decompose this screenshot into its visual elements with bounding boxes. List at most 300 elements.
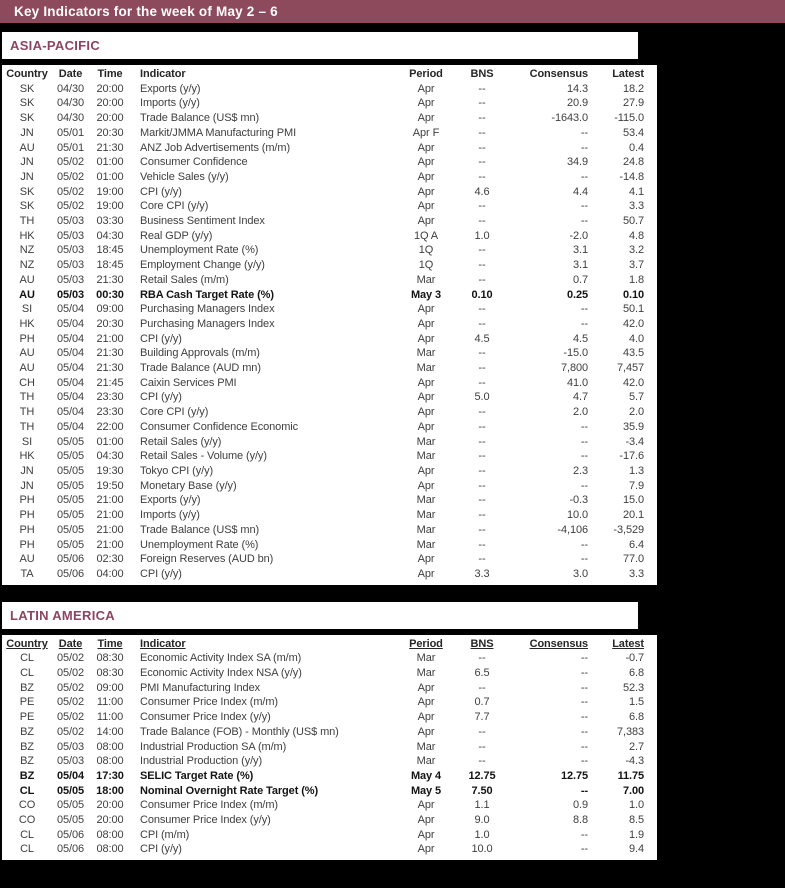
cell-consensus: -- (580, 553, 588, 566)
cell-latest: 53.4 (622, 126, 644, 139)
cell-latest: 4.0 (629, 332, 644, 345)
cell-country: PH (19, 332, 35, 345)
cell-consensus: 0.7 (573, 273, 588, 286)
cell-consensus: 3.0 (573, 567, 588, 580)
table-row (2, 740, 657, 755)
cell-date: 05/06 (56, 567, 85, 580)
cell-period: Mar (416, 652, 436, 665)
cell-bns: 4.5 (474, 332, 490, 345)
table-row (2, 813, 657, 828)
cell-time: 08:00 (96, 828, 124, 841)
cell-period: Apr (417, 376, 435, 389)
cell-time: 09:00 (96, 681, 124, 694)
cell-bns: -- (478, 141, 486, 154)
cell-consensus: -- (580, 538, 588, 551)
table-row (2, 828, 657, 843)
cell-time: 09:00 (96, 303, 124, 316)
cell-consensus: 2.3 (573, 464, 588, 477)
cell-latest: 3.2 (629, 244, 644, 257)
cell-country: JN (20, 126, 34, 139)
cell-country: SI (21, 435, 33, 448)
column-header-period: Period (409, 637, 443, 650)
cell-period: Apr (417, 97, 435, 110)
cell-time: 01:00 (96, 435, 124, 448)
cell-date: 05/05 (56, 523, 85, 536)
cell-period: Mar (416, 494, 436, 507)
cell-indicator: Imports (y/y) (140, 97, 200, 110)
cell-latest: -3,529 (613, 523, 644, 536)
cell-time: 20:30 (96, 317, 124, 330)
cell-latest: 77.0 (622, 553, 644, 566)
cell-bns: -- (478, 553, 486, 566)
table-row (2, 96, 657, 111)
cell-country: CO (18, 814, 36, 827)
cell-date: 05/04 (56, 420, 85, 433)
cell-country: BZ (19, 769, 35, 782)
table-row (2, 695, 657, 710)
cell-country: AU (19, 141, 35, 154)
cell-country: TH (19, 215, 35, 228)
cell-country: SK (19, 97, 35, 110)
cell-country: HK (19, 450, 35, 463)
cell-date: 05/05 (56, 464, 85, 477)
cell-consensus: -- (580, 170, 588, 183)
cell-consensus: -4,106 (557, 523, 588, 536)
cell-date: 04/30 (56, 82, 85, 95)
cell-consensus: -- (580, 696, 588, 709)
cell-consensus: -- (580, 784, 588, 797)
cell-latest: 6.8 (629, 711, 644, 724)
cell-date: 04/30 (56, 97, 85, 110)
cell-country: JN (20, 464, 34, 477)
cell-period: Apr (417, 711, 435, 724)
cell-bns: -- (478, 740, 486, 753)
cell-time: 08:00 (96, 740, 124, 753)
cell-indicator: SELIC Target Rate (%) (140, 769, 254, 782)
cell-period: Mar (416, 450, 436, 463)
cell-period: Mar (416, 435, 436, 448)
cell-time: 11:00 (96, 711, 124, 724)
cell-time: 21:30 (96, 362, 124, 375)
cell-date: 05/03 (56, 229, 85, 242)
column-header-consensus: Consensus (529, 68, 588, 80)
column-header-country: Country (6, 68, 48, 80)
cell-time: 21:00 (96, 494, 124, 507)
cell-date: 05/05 (56, 479, 85, 492)
cell-date: 05/04 (56, 376, 85, 389)
column-header-bns: BNS (470, 637, 494, 650)
cell-date: 05/02 (56, 185, 85, 198)
cell-date: 05/03 (56, 288, 85, 301)
cell-bns: -- (478, 82, 486, 95)
cell-time: 19:50 (96, 479, 124, 492)
cell-latest: 7.00 (622, 784, 644, 797)
cell-indicator: CPI (m/m) (140, 828, 190, 841)
cell-period: Mar (416, 362, 436, 375)
table-row (2, 258, 657, 273)
cell-indicator: Trade Balance (FOB) - Monthly (US$ mn) (140, 725, 339, 738)
table-row (2, 725, 657, 740)
cell-period: Mar (416, 755, 436, 768)
cell-indicator: Business Sentiment Index (140, 215, 265, 228)
cell-latest: 50.1 (622, 303, 644, 316)
cell-country: BZ (20, 681, 34, 694)
cell-time: 03:30 (96, 215, 124, 228)
cell-date: 05/05 (56, 450, 85, 463)
cell-country: CO (18, 799, 36, 812)
cell-latest: 4.1 (629, 185, 644, 198)
table-row (2, 784, 657, 799)
cell-bns: -- (478, 464, 486, 477)
latin-america-table-box (2, 635, 657, 861)
cell-country: PE (19, 696, 35, 709)
cell-time: 02:30 (96, 553, 124, 566)
cell-bns: -- (478, 435, 486, 448)
cell-period: Apr (417, 828, 435, 841)
table-row (2, 361, 657, 376)
cell-consensus: -- (580, 681, 588, 694)
cell-indicator: Trade Balance (US$ mn) (140, 523, 260, 536)
cell-date: 05/04 (56, 332, 85, 345)
cell-period: Mar (416, 347, 436, 360)
cell-time: 04:30 (96, 450, 124, 463)
cell-time: 21:30 (96, 347, 124, 360)
cell-consensus: -- (580, 828, 588, 841)
table-row (2, 449, 657, 464)
cell-indicator: CPI (y/y) (140, 567, 182, 580)
section-header-asia-pacific (2, 32, 638, 59)
cell-indicator: Tokyo CPI (y/y) (140, 464, 214, 477)
cell-country: BZ (20, 755, 34, 768)
table-row (2, 405, 657, 420)
table-row (2, 435, 657, 450)
cell-bns: -- (478, 681, 486, 694)
cell-indicator: Unemployment Rate (%) (140, 244, 259, 257)
cell-time: 20:00 (96, 799, 124, 812)
cell-bns: -- (478, 523, 486, 536)
cell-indicator: RBA Cash Target Rate (%) (140, 288, 274, 301)
cell-consensus: 12.75 (560, 769, 588, 782)
column-header-period: Period (409, 68, 443, 80)
cell-time: 08:30 (96, 667, 124, 680)
cell-time: 22:00 (96, 420, 124, 433)
asia-pacific-table-box (2, 65, 657, 585)
cell-bns: -- (478, 347, 486, 360)
cell-latest: 9.4 (629, 843, 644, 856)
table-row (2, 214, 657, 229)
table-row (2, 420, 657, 435)
cell-latest: 0.10 (622, 288, 644, 301)
cell-bns: -- (478, 112, 486, 125)
cell-date: 05/04 (56, 769, 85, 782)
cell-consensus: -- (580, 740, 588, 753)
table-row (2, 243, 657, 258)
cell-country: PH (19, 509, 35, 522)
cell-latest: -3.4 (625, 435, 644, 448)
cell-date: 05/03 (56, 740, 85, 753)
cell-time: 19:00 (96, 200, 124, 213)
cell-period: May 4 (410, 769, 442, 782)
cell-country: PH (19, 538, 35, 551)
cell-latest: 1.5 (629, 696, 644, 709)
cell-date: 05/03 (56, 259, 85, 272)
table-row (2, 842, 657, 857)
cell-country: BZ (20, 725, 34, 738)
cell-indicator: Monetary Base (y/y) (140, 479, 237, 492)
cell-period: Apr (417, 479, 435, 492)
cell-consensus: 4.4 (573, 185, 588, 198)
cell-date: 05/02 (56, 170, 85, 183)
cell-time: 21:00 (96, 538, 124, 551)
table-row (2, 479, 657, 494)
cell-time: 21:00 (96, 523, 124, 536)
table-row (2, 199, 657, 214)
cell-bns: -- (478, 97, 486, 110)
cell-consensus: -- (580, 479, 588, 492)
cell-latest: 3.3 (629, 200, 644, 213)
cell-bns: -- (478, 244, 486, 257)
column-header-date: Date (58, 637, 83, 650)
cell-time: 23:30 (96, 406, 124, 419)
cell-bns: 9.0 (474, 814, 490, 827)
cell-period: Mar (416, 523, 436, 536)
table-row (2, 302, 657, 317)
table-row (2, 155, 657, 170)
cell-time: 01:00 (96, 170, 124, 183)
cell-date: 05/05 (56, 494, 85, 507)
cell-indicator: CPI (y/y) (140, 332, 182, 345)
column-header-country: Country (6, 637, 48, 650)
cell-period: Apr (417, 406, 435, 419)
cell-consensus: 4.5 (573, 332, 588, 345)
cell-period: Apr (417, 185, 435, 198)
cell-date: 05/03 (56, 215, 85, 228)
cell-indicator: Imports (y/y) (140, 509, 200, 522)
cell-bns: 1.1 (474, 799, 490, 812)
cell-indicator: Markit/JMMA Manufacturing PMI (140, 126, 297, 139)
cell-period: Apr (417, 799, 435, 812)
cell-consensus: 3.1 (573, 259, 588, 272)
cell-latest: 18.2 (622, 82, 644, 95)
cell-time: 11:00 (96, 696, 124, 709)
cell-latest: 15.0 (622, 494, 644, 507)
report-title: Key Indicators for the week of May 2 – 6 (14, 4, 278, 19)
cell-bns: -- (478, 725, 486, 738)
cell-date: 05/05 (56, 784, 85, 797)
table-row (2, 229, 657, 244)
cell-country: AU (19, 553, 35, 566)
cell-latest: 24.8 (622, 156, 644, 169)
cell-consensus: 0.25 (566, 288, 588, 301)
cell-time: 00:30 (96, 288, 124, 301)
cell-time: 08:00 (96, 843, 124, 856)
cell-country: TA (20, 567, 34, 580)
cell-indicator: Economic Activity Index NSA (y/y) (140, 667, 302, 680)
cell-country: CL (20, 828, 34, 841)
cell-date: 05/02 (56, 667, 85, 680)
cell-country: JN (20, 156, 34, 169)
cell-consensus: -- (580, 141, 588, 154)
cell-consensus: -- (580, 317, 588, 330)
cell-country: CL (20, 843, 34, 856)
cell-latest: -4.3 (625, 755, 644, 768)
cell-country: SK (19, 82, 35, 95)
cell-country: CL (20, 652, 34, 665)
cell-bns: 1.0 (474, 828, 490, 841)
table-row (2, 651, 657, 666)
cell-period: 1Q (418, 244, 434, 257)
cell-latest: 20.1 (622, 509, 644, 522)
table-row (2, 508, 657, 523)
cell-time: 20:00 (96, 814, 124, 827)
cell-period: 1Q A (413, 229, 439, 242)
cell-time: 18:45 (96, 244, 124, 257)
cell-time: 04:00 (96, 567, 124, 580)
cell-bns: -- (478, 259, 486, 272)
cell-date: 05/02 (56, 652, 85, 665)
cell-country: HK (19, 317, 35, 330)
cell-bns: 4.6 (474, 185, 490, 198)
table-row (2, 681, 657, 696)
cell-bns: 12.75 (468, 769, 496, 782)
cell-period: Apr (417, 332, 435, 345)
table-row (2, 346, 657, 361)
cell-time: 20:00 (96, 112, 124, 125)
cell-bns: -- (478, 200, 486, 213)
cell-bns: -- (478, 362, 486, 375)
cell-bns: 0.10 (471, 288, 493, 301)
cell-latest: 5.7 (629, 391, 644, 404)
cell-indicator: Consumer Price Index (m/m) (140, 799, 278, 812)
cell-latest: 0.4 (629, 141, 644, 154)
table-row (2, 798, 657, 813)
cell-date: 05/02 (56, 711, 85, 724)
cell-date: 04/30 (56, 112, 85, 125)
cell-date: 05/06 (56, 843, 85, 856)
cell-indicator: Retail Sales - Volume (y/y) (140, 450, 267, 463)
cell-indicator: Employment Change (y/y) (140, 259, 265, 272)
column-header-bns: BNS (470, 68, 494, 80)
table-row (2, 769, 657, 784)
section-title: LATIN AMERICA (10, 607, 115, 623)
cell-time: 20:30 (96, 126, 124, 139)
cell-consensus: 8.8 (573, 814, 588, 827)
cell-consensus: -2.0 (569, 229, 588, 242)
cell-period: Mar (416, 538, 436, 551)
cell-bns: -- (478, 317, 486, 330)
table-row (2, 493, 657, 508)
cell-period: Mar (416, 667, 436, 680)
cell-indicator: CPI (y/y) (140, 391, 182, 404)
cell-country: HK (19, 229, 35, 242)
cell-indicator: ANZ Job Advertisements (m/m) (140, 141, 291, 154)
cell-date: 05/03 (56, 244, 85, 257)
cell-indicator: Real GDP (y/y) (140, 229, 213, 242)
cell-period: May 3 (410, 288, 442, 301)
cell-period: Apr (417, 567, 435, 580)
cell-indicator: Purchasing Managers Index (140, 303, 275, 316)
cell-bns: 1.0 (474, 229, 490, 242)
cell-period: Mar (416, 740, 436, 753)
table-row (2, 754, 657, 769)
cell-indicator: Consumer Price Index (y/y) (140, 814, 271, 827)
cell-bns: -- (478, 170, 486, 183)
cell-time: 21:30 (96, 273, 124, 286)
table-row (2, 170, 657, 185)
cell-indicator: Economic Activity Index SA (m/m) (140, 652, 302, 665)
cell-period: Apr (417, 391, 435, 404)
cell-latest: 7.9 (629, 479, 644, 492)
cell-date: 05/02 (56, 200, 85, 213)
column-header-indicator: Indicator (140, 637, 186, 650)
cell-period: Apr (417, 420, 435, 433)
cell-latest: 50.7 (622, 215, 644, 228)
cell-date: 05/04 (56, 391, 85, 404)
cell-consensus: -0.3 (569, 494, 588, 507)
cell-indicator: CPI (y/y) (140, 185, 182, 198)
column-header-indicator: Indicator (140, 68, 186, 80)
cell-country: CH (19, 376, 35, 389)
cell-date: 05/05 (56, 435, 85, 448)
cell-consensus: -- (580, 450, 588, 463)
cell-period: Apr F (412, 126, 440, 139)
cell-time: 20:00 (96, 97, 124, 110)
cell-indicator: Consumer Confidence (140, 156, 248, 169)
cell-time: 21:45 (96, 376, 124, 389)
cell-consensus: -- (580, 652, 588, 665)
cell-time: 18:00 (96, 784, 124, 797)
cell-consensus: 7,800 (560, 362, 588, 375)
cell-bns: 7.7 (474, 711, 490, 724)
table-row (2, 538, 657, 553)
cell-latest: 2.0 (629, 406, 644, 419)
cell-date: 05/05 (56, 799, 85, 812)
cell-consensus: -- (580, 711, 588, 724)
cell-country: NZ (19, 244, 35, 257)
cell-date: 05/04 (56, 317, 85, 330)
table-row (2, 273, 657, 288)
cell-time: 21:00 (96, 332, 124, 345)
cell-latest: -115.0 (614, 112, 644, 125)
cell-time: 17:30 (96, 769, 124, 782)
cell-indicator: Core CPI (y/y) (140, 200, 209, 213)
cell-latest: 1.3 (629, 464, 644, 477)
column-header-time: Time (97, 68, 123, 80)
cell-period: Apr (417, 696, 435, 709)
table-row (2, 390, 657, 405)
cell-latest: -14.8 (619, 170, 644, 183)
cell-latest: -17.6 (619, 450, 644, 463)
cell-country: JN (20, 479, 34, 492)
cell-bns: -- (478, 303, 486, 316)
cell-indicator: Nominal Overnight Rate Target (%) (140, 784, 319, 797)
cell-time: 19:30 (96, 464, 124, 477)
cell-consensus: -- (580, 667, 588, 680)
cell-country: SI (21, 303, 33, 316)
cell-latest: 52.3 (622, 681, 644, 694)
cell-consensus: 41.0 (566, 376, 588, 389)
cell-latest: 42.0 (622, 376, 644, 389)
cell-bns: -- (478, 494, 486, 507)
cell-country: AU (19, 347, 35, 360)
section-title: ASIA-PACIFIC (10, 38, 101, 53)
cell-country: AU (19, 288, 35, 301)
cell-latest: 6.4 (629, 538, 644, 551)
cell-bns: -- (478, 215, 486, 228)
cell-latest: 11.75 (617, 769, 644, 782)
cell-consensus: 14.3 (566, 82, 588, 95)
cell-latest: 1.9 (629, 828, 644, 841)
